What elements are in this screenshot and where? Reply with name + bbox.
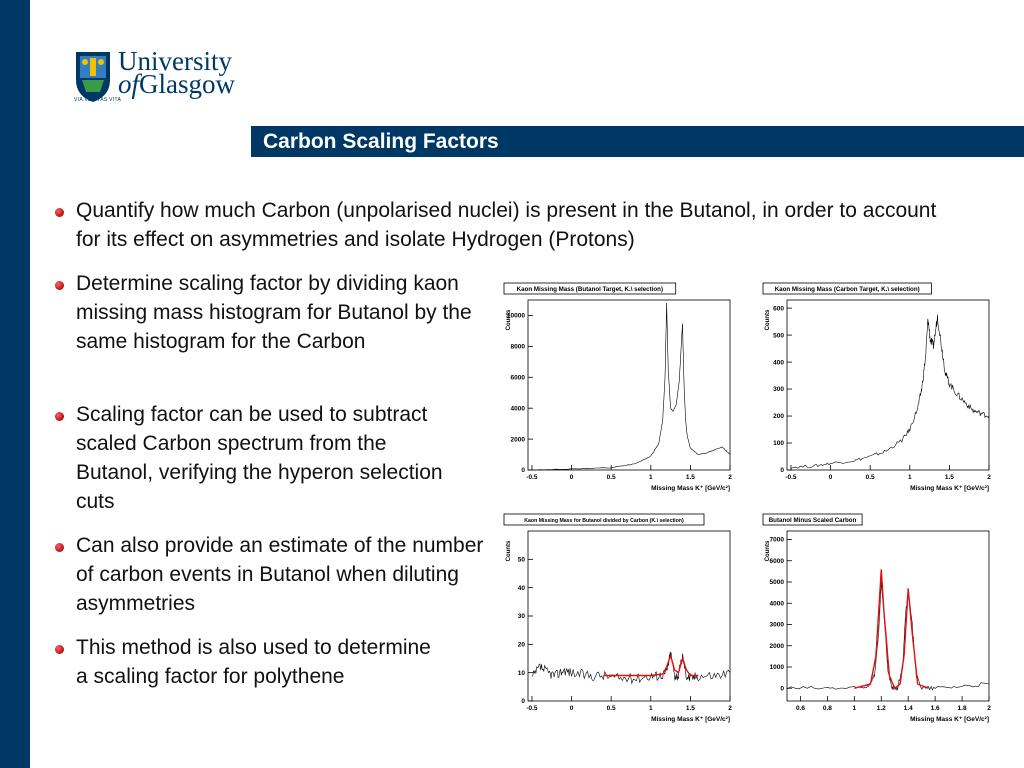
y-tick-label: 3000 — [769, 621, 784, 629]
y-axis-label: Counts — [506, 540, 512, 562]
y-tick-label: 300 — [773, 386, 784, 394]
y-tick-label: 7000 — [769, 536, 784, 544]
y-tick-label: 50 — [517, 556, 525, 564]
bullet-text: Scaling factor can be used to subtract scaled Carbon spectrum from the Butanol, verifying the hyperon selection cuts — [76, 403, 443, 513]
chart-title-box — [504, 283, 676, 294]
x-tick-label: 1 — [852, 705, 857, 712]
y-axis-label: Counts — [765, 540, 771, 562]
y-tick-label: 5000 — [769, 579, 784, 587]
x-tick-label: -0.5 — [785, 474, 797, 481]
plot-frame — [787, 531, 989, 701]
y-tick-label: 400 — [773, 359, 784, 367]
x-tick-label: 0 — [828, 474, 833, 481]
plot-frame — [787, 300, 989, 470]
x-axis-label: Missing Mass K⁺ [GeV/c²] — [651, 716, 730, 723]
y-tick-label: 2000 — [769, 642, 784, 650]
x-tick-label: 0.8 — [822, 705, 832, 712]
x-tick-label: 1.4 — [903, 705, 913, 712]
bullet-text: This method is also used to determine a scaling factor for polythene — [76, 636, 431, 688]
x-tick-label: 1 — [648, 705, 653, 712]
plot-frame — [528, 300, 730, 470]
bullet-icon — [55, 412, 64, 421]
chart-svg — [757, 280, 993, 508]
x-tick-label: 1.2 — [876, 705, 886, 712]
y-tick-label: 200 — [773, 413, 784, 421]
chart-svg — [498, 511, 734, 739]
y-tick-label: 2000 — [510, 436, 525, 444]
y-tick-label: 6000 — [769, 557, 784, 565]
chart-title: Kaon Missing Mass (Carbon Target, K.\ selection) — [774, 286, 920, 293]
x-tick-label: 2 — [728, 705, 732, 712]
y-tick-label: 4000 — [510, 405, 525, 413]
y-tick-label: 8000 — [510, 343, 525, 351]
x-axis-label: Missing Mass K⁺ [GeV/c²] — [910, 716, 989, 723]
chart-title-box — [763, 514, 862, 525]
logo-line1: University — [118, 46, 232, 76]
x-tick-label: 0.5 — [606, 474, 616, 481]
chart-carbon-missing-mass — [757, 280, 993, 508]
bullet-icon — [55, 281, 64, 290]
y-axis-label: Counts — [506, 309, 512, 331]
y-tick-label: 10000 — [506, 312, 525, 320]
chart-svg — [757, 511, 993, 739]
y-tick-label: 0 — [780, 467, 784, 475]
y-tick-label: 0 — [521, 698, 525, 706]
chart-title: Butanol Minus Scaled Carbon — [768, 517, 857, 524]
chart-butanol-missing-mass — [498, 280, 734, 508]
x-tick-label: -0.5 — [526, 705, 538, 712]
y-tick-label: 600 — [773, 305, 784, 313]
x-tick-label: -0.5 — [526, 474, 538, 481]
chart-butanol-divided-by-carbon — [498, 511, 734, 739]
x-tick-label: 0.6 — [795, 705, 805, 712]
left-accent-bar — [0, 0, 30, 768]
x-tick-label: 1.5 — [944, 474, 954, 481]
x-tick-label: 0.5 — [865, 474, 875, 481]
y-tick-label: 1000 — [769, 664, 784, 672]
bullet-icon — [55, 645, 64, 654]
slide-title: Carbon Scaling Factors — [263, 130, 499, 153]
y-tick-label: 4000 — [769, 600, 784, 608]
x-tick-label: 1.6 — [930, 705, 940, 712]
university-logo — [74, 46, 254, 108]
logo-line2-prefix: of — [118, 69, 140, 99]
bullet-text: Quantify how much Carbon (unpolarised nuclei) is present in the Butanol, in order to account for its effect on asymmetries and isolate Hydrogen (Protons) — [76, 199, 937, 251]
university-crest-icon — [74, 50, 112, 104]
logo-line2-main: Glasgow — [139, 69, 236, 99]
x-tick-label: 0 — [569, 705, 574, 712]
x-tick-label: 0.5 — [606, 705, 616, 712]
x-tick-label: 1 — [907, 474, 912, 481]
y-tick-label: 100 — [773, 440, 784, 448]
y-tick-label: 10 — [517, 669, 525, 677]
y-tick-label: 500 — [773, 332, 784, 340]
bullet-text: Can also provide an estimate of the number of carbon events in Butanol when diluting asymmetries — [76, 534, 484, 615]
bullet-text: Determine scaling factor by dividing kaon missing mass histogram for Butanol by the same histogram for the Carbon — [76, 272, 472, 353]
slide-title-bar — [251, 126, 1024, 157]
y-tick-label: 6000 — [510, 374, 525, 382]
chart-title: Kaon Missing Mass (Butanol Target, K.\ selection) — [516, 286, 664, 293]
y-axis-label: Counts — [765, 309, 771, 331]
chart-butanol-minus-scaled-carbon — [757, 511, 993, 739]
y-tick-label: 30 — [517, 613, 525, 621]
x-tick-label: 1 — [648, 474, 653, 481]
chart-title: Kaon Missing Mass for Butanol divided by Carbon (K.\ selection) — [524, 518, 684, 524]
y-tick-label: 40 — [517, 584, 525, 592]
x-tick-label: 2 — [728, 474, 732, 481]
x-axis-label: Missing Mass K⁺ [GeV/c²] — [651, 485, 730, 492]
y-tick-label: 0 — [780, 685, 784, 693]
chart-svg — [498, 280, 734, 508]
y-tick-label: 0 — [521, 467, 525, 475]
x-tick-label: 2 — [987, 705, 991, 712]
x-tick-label: 2 — [987, 474, 991, 481]
logo-motto: VIA VERITAS VITA — [74, 97, 122, 103]
x-axis-label: Missing Mass K⁺ [GeV/c²] — [910, 485, 989, 492]
chart-title-box — [763, 283, 931, 294]
bullet-icon — [55, 543, 64, 552]
bullet-icon — [55, 208, 64, 217]
x-tick-label: 1.5 — [685, 705, 695, 712]
y-tick-label: 20 — [517, 641, 525, 649]
x-tick-label: 1.5 — [685, 474, 695, 481]
x-tick-label: 1.8 — [957, 705, 967, 712]
x-tick-label: 0 — [569, 474, 574, 481]
chart-title-box — [504, 514, 704, 525]
